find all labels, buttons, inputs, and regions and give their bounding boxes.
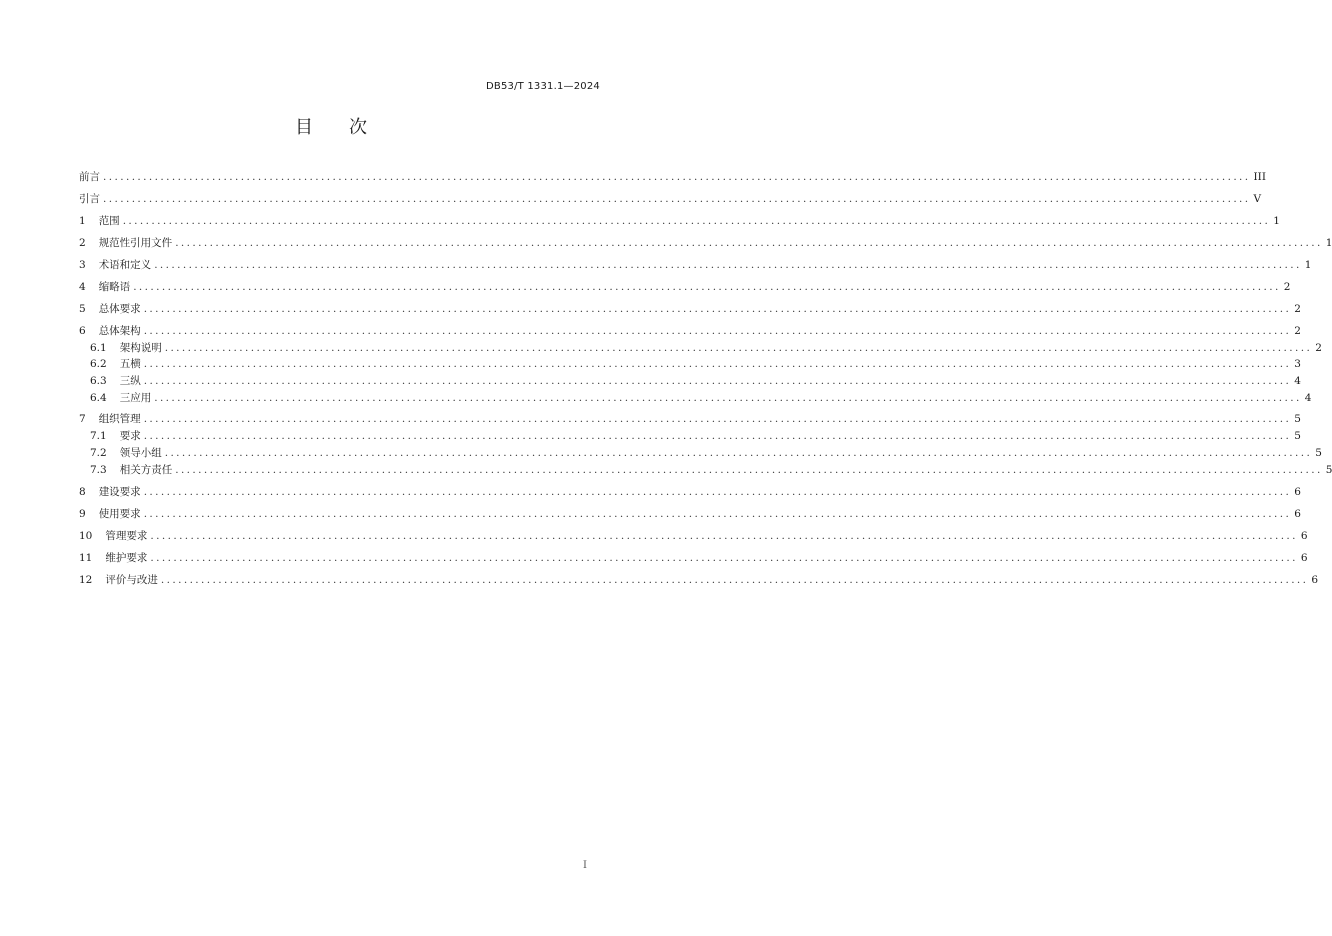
toc-entry-number: 7 — [79, 413, 86, 425]
toc-entry-number: 6.1 — [90, 342, 107, 354]
toc-entry-label: 要求 — [119, 430, 141, 442]
toc-entry-label: 前言 — [79, 171, 100, 183]
toc-entry-label: 范围 — [98, 215, 120, 227]
toc-entry-page: 6 — [1300, 552, 1308, 564]
toc-entry-label: 五横 — [119, 358, 141, 370]
toc-entry-page: 6 — [1294, 486, 1301, 498]
toc-entry[interactable] — [79, 237, 1332, 259]
toc-entry-page: 1 — [1304, 259, 1312, 271]
title-char-1: 目 — [295, 117, 313, 138]
toc-entry-label: 建设要求 — [98, 486, 141, 498]
toc-entry-number: 4 — [79, 281, 86, 293]
toc-entry-number: 3 — [79, 259, 86, 271]
toc-entry-page: III — [1253, 171, 1266, 183]
toc-leader-dots: ........................................................................................................................................................................................................ — [160, 574, 1309, 586]
toc-entry[interactable] — [79, 530, 1308, 552]
toc-leader-dots: ........................................................................................................................................................................................................ — [154, 259, 1302, 271]
toc-entry-number: 12 — [79, 574, 93, 586]
toc-leader-dots: ........................................................................................................................................................................................................ — [164, 342, 1313, 354]
toc-entry-label: 总体要求 — [98, 303, 141, 315]
toc-leader-dots: ........................................................................................................................................................................................................ — [122, 215, 1271, 227]
toc-entry[interactable] — [79, 430, 1301, 447]
toc-leader-dots: ........................................................................................................................................................................................................ — [143, 358, 1292, 370]
toc-entry[interactable] — [79, 171, 1266, 193]
toc-entry-label: 三应用 — [119, 392, 152, 404]
toc-entry-number: 9 — [79, 508, 86, 520]
toc-entry-number: 11 — [79, 552, 93, 564]
toc-leader-dots: ........................................................................................................................................................................................................ — [175, 237, 1323, 249]
toc-entry-number: 2 — [79, 237, 86, 249]
toc-leader-dots: ........................................................................................................................................................................................................ — [143, 508, 1292, 520]
toc-entry-label: 架构说明 — [119, 342, 162, 354]
toc-entry-page: 6 — [1300, 530, 1308, 542]
toc-entry-label: 使用要求 — [98, 508, 141, 520]
toc-entry-label: 规范性引用文件 — [98, 237, 173, 249]
toc-entry[interactable] — [79, 375, 1301, 392]
toc-entry-number: 6.4 — [90, 392, 107, 404]
toc-entry-label: 管理要求 — [105, 530, 148, 542]
toc-leader-dots: ........................................................................................................................................................................................................ — [103, 193, 1251, 205]
toc-entry-label: 维护要求 — [105, 552, 148, 564]
toc-entry[interactable] — [79, 552, 1308, 574]
toc-entry-page: 1 — [1325, 237, 1332, 249]
page-number: I — [583, 860, 587, 871]
toc-entry-page: 2 — [1283, 281, 1291, 293]
toc-entry-page: 4 — [1304, 392, 1312, 404]
toc-entry[interactable] — [79, 358, 1301, 375]
toc-leader-dots: ........................................................................................................................................................................................................ — [143, 375, 1292, 387]
title-char-2: 次 — [349, 117, 367, 138]
toc-entry[interactable] — [79, 392, 1312, 413]
toc-entry-label: 相关方责任 — [119, 464, 173, 476]
toc-entry[interactable] — [79, 325, 1301, 342]
toc-leader-dots: ........................................................................................................................................................................................................ — [143, 325, 1292, 337]
toc-entry-page: 6 — [1294, 508, 1301, 520]
toc-entry-page: 1 — [1273, 215, 1280, 227]
toc-entry-label: 三纵 — [119, 375, 141, 387]
toc-entry[interactable] — [79, 508, 1301, 530]
toc-leader-dots: ........................................................................................................................................................................................................ — [164, 447, 1313, 459]
toc-entry-page: 2 — [1315, 342, 1322, 354]
toc-entry[interactable] — [79, 281, 1291, 303]
toc-entry[interactable] — [79, 486, 1301, 508]
toc-entry-label: 评价与改进 — [105, 574, 158, 586]
toc-leader-dots: ........................................................................................................................................................................................................ — [143, 486, 1292, 498]
toc-entry-page: 6 — [1311, 574, 1319, 586]
toc-entry-page: 5 — [1294, 430, 1301, 442]
toc-entry-label: 总体架构 — [98, 325, 141, 337]
toc-entry[interactable] — [79, 574, 1319, 596]
toc-entry-page: V — [1253, 193, 1262, 205]
toc-leader-dots: ........................................................................................................................................................................................................ — [143, 303, 1292, 315]
page-title — [0, 113, 662, 139]
toc-entry-page: 5 — [1325, 464, 1332, 476]
toc-entry-label: 术语和定义 — [98, 259, 152, 271]
toc-entry-number: 6.2 — [90, 358, 107, 370]
toc-entry-number: 1 — [79, 215, 86, 227]
toc-entry-page: 2 — [1294, 303, 1301, 315]
toc-entry[interactable] — [79, 447, 1322, 464]
toc-entry-page: 5 — [1315, 447, 1322, 459]
toc-leader-dots: ........................................................................................................................................................................................................ — [133, 281, 1281, 293]
toc-entry-number: 7.2 — [90, 447, 107, 459]
toc-entry-page: 5 — [1294, 413, 1301, 425]
toc-leader-dots: ........................................................................................................................................................................................................ — [143, 413, 1292, 425]
document-code: DB53/T 1331.1—2024 — [486, 81, 600, 92]
toc-entry-number: 5 — [79, 303, 86, 315]
toc-entry[interactable] — [79, 342, 1322, 358]
toc-entry[interactable] — [79, 215, 1280, 237]
toc-entry-number: 8 — [79, 486, 86, 498]
table-of-contents — [79, 171, 1332, 596]
toc-entry[interactable] — [79, 464, 1332, 486]
toc-leader-dots: ........................................................................................................................................................................................................ — [154, 392, 1302, 404]
toc-entry[interactable] — [79, 259, 1312, 281]
toc-leader-dots: ........................................................................................................................................................................................................ — [143, 430, 1292, 442]
toc-entry-number: 6.3 — [90, 375, 107, 387]
toc-leader-dots: ........................................................................................................................................................................................................ — [103, 171, 1251, 183]
toc-leader-dots: ........................................................................................................................................................................................................ — [150, 530, 1298, 542]
toc-entry-label: 领导小组 — [119, 447, 162, 459]
toc-entry-page: 4 — [1294, 375, 1301, 387]
toc-entry-number: 7.1 — [90, 430, 107, 442]
toc-entry-page: 3 — [1294, 358, 1301, 370]
toc-entry-label: 组织管理 — [98, 413, 141, 425]
toc-entry-page: 2 — [1294, 325, 1301, 337]
toc-entry[interactable] — [79, 413, 1301, 430]
toc-entry-number: 6 — [79, 325, 86, 337]
toc-leader-dots: ........................................................................................................................................................................................................ — [175, 464, 1323, 476]
toc-entry[interactable] — [79, 303, 1301, 325]
toc-entry-label: 缩略语 — [98, 281, 131, 293]
toc-entry[interactable] — [79, 193, 1262, 215]
toc-entry-label: 引言 — [79, 193, 100, 205]
toc-entry-number: 10 — [79, 530, 93, 542]
toc-leader-dots: ........................................................................................................................................................................................................ — [150, 552, 1298, 564]
toc-entry-number: 7.3 — [90, 464, 107, 476]
